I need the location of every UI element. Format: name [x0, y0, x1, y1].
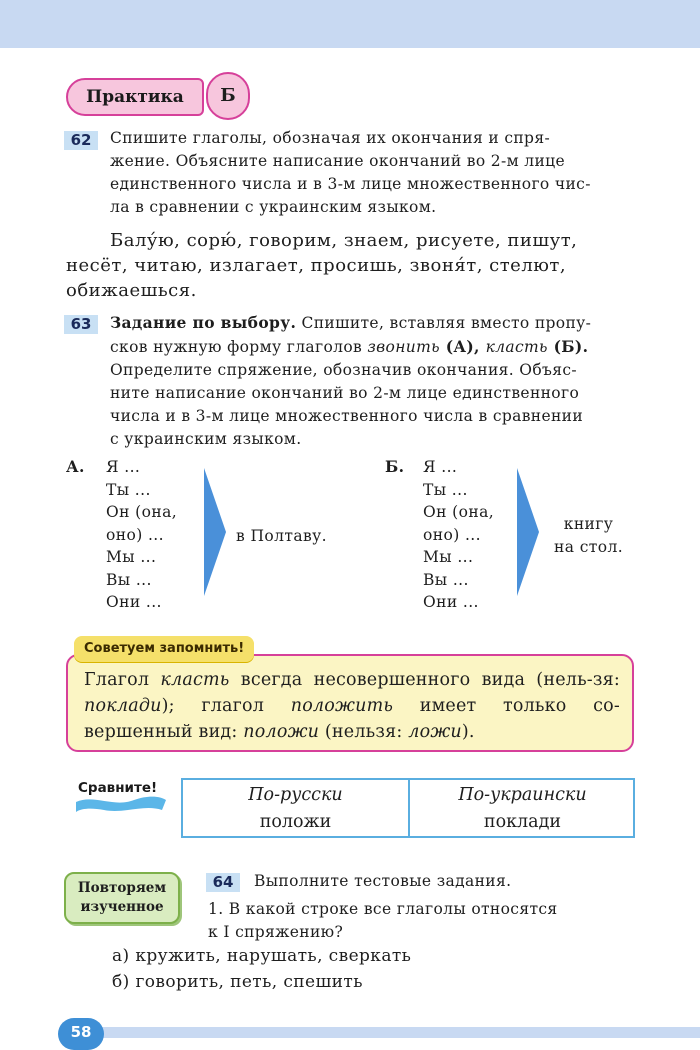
- text-line: ните написание окончаний во 2-м лице единственного: [110, 384, 580, 402]
- pronoun: оно) ...: [106, 525, 164, 544]
- column-b-phrase: [554, 513, 623, 558]
- verb-klast: класть: [160, 670, 230, 690]
- pronoun: Они ...: [423, 593, 479, 611]
- pronoun: Ты ...: [423, 480, 468, 499]
- exercise-number: 64: [206, 873, 240, 892]
- option: б) говорить, петь, спешить: [112, 972, 363, 992]
- arrow-right-icon: [517, 468, 539, 596]
- choice-label: Задание по выбору.: [110, 313, 297, 332]
- rule-tab: Советуем запомнить!: [74, 636, 254, 662]
- word-line: несёт, читаю, излагает, просишь, звоня́т, стелют,: [66, 255, 567, 276]
- option: а) кружить, нарушать, сверкать: [112, 946, 412, 966]
- text-line: Определите спряжение, обозначив окончания. Объяс-: [110, 361, 577, 379]
- text-line: единственного числа и в 3-м лице множественного чис-: [110, 175, 591, 193]
- exercise-62-words: [66, 228, 638, 303]
- text-line: числа и в 3-м лице множественного числа в сравнении: [110, 407, 584, 425]
- compare-label: Сравните!: [74, 778, 168, 818]
- footer-band: [100, 1027, 700, 1038]
- text-line: Задание по выбору. Спишите, вставляя вместо пропу-: [110, 313, 592, 332]
- verb-a: звонить: [367, 338, 440, 356]
- pronoun: Он (она,: [423, 503, 495, 521]
- pronoun: Мы ...: [106, 548, 157, 566]
- exercise-64-title: Выполните тестовые задания.: [254, 872, 512, 890]
- pronoun: Ты ...: [106, 480, 151, 499]
- exercise-64-question: 1. В какой строке все глаголы относятся к I спряжению?: [208, 900, 558, 941]
- section-label-pill: [66, 78, 204, 116]
- column-b-pronouns: [423, 456, 494, 614]
- arrow-right-icon: [204, 468, 226, 596]
- text-line: Спишите глаголы, обозначая их окончания и спря-: [110, 129, 551, 147]
- pronoun: Вы ...: [106, 570, 152, 589]
- repeat-badge: Повторяем изученное: [64, 872, 180, 924]
- level-badge: [206, 72, 250, 120]
- text-line: с украинским языком.: [110, 430, 302, 448]
- rule-text: Глагол класть всегда несовершенного вида (нель-зя: поклади); глагол положить имеет только со-вершенный вид: положи (нельзя: ложи).: [84, 670, 621, 742]
- pronoun: оно) ...: [423, 525, 481, 544]
- column-a-pronouns: [106, 456, 177, 614]
- section-label: Практика: [86, 87, 184, 107]
- text-line: сков нужную форму глаголов звонить (А), класть (Б).: [110, 337, 589, 356]
- phrase-line: книгу: [563, 515, 614, 533]
- exercise-number: 62: [64, 131, 98, 150]
- pronoun: Я ...: [423, 458, 458, 476]
- pronoun: Они ...: [106, 593, 162, 611]
- section-header: [66, 78, 256, 118]
- level-letter: Б: [220, 85, 236, 106]
- phrase-line: на стол.: [554, 537, 624, 556]
- exercise-64-options: [112, 943, 411, 995]
- pronoun: Вы ...: [423, 570, 469, 589]
- word-line: Балу́ю, сорю́, говорим, знаем, рисуете, пишут,: [110, 230, 578, 251]
- page-number: 58: [58, 1018, 104, 1050]
- compare-table: [181, 778, 635, 838]
- text-line: ла в сравнении с украинским языком.: [110, 198, 437, 216]
- compare-column-russian: По-русски положи: [248, 785, 343, 832]
- text-line: жение. Объясните написание окончаний во 2-м лице: [110, 152, 566, 170]
- pronoun: Мы ...: [423, 548, 474, 566]
- top-band: [0, 0, 700, 48]
- column-b-label: Б.: [385, 457, 405, 476]
- exercise-62-task: [110, 127, 636, 219]
- compare-column-ukrainian: По-украински поклади: [458, 785, 587, 832]
- exercise-number: 63: [64, 315, 98, 334]
- verb-b: класть: [485, 338, 548, 356]
- verb-polozhit: положить: [290, 696, 394, 716]
- word-line: обижаешься.: [66, 280, 197, 301]
- pronoun: Я ...: [106, 458, 141, 476]
- column-a-phrase: в Полтаву.: [236, 527, 327, 545]
- exercise-63-task: [110, 311, 636, 451]
- column-a-label: А.: [66, 457, 85, 476]
- pronoun: Он (она,: [106, 503, 178, 521]
